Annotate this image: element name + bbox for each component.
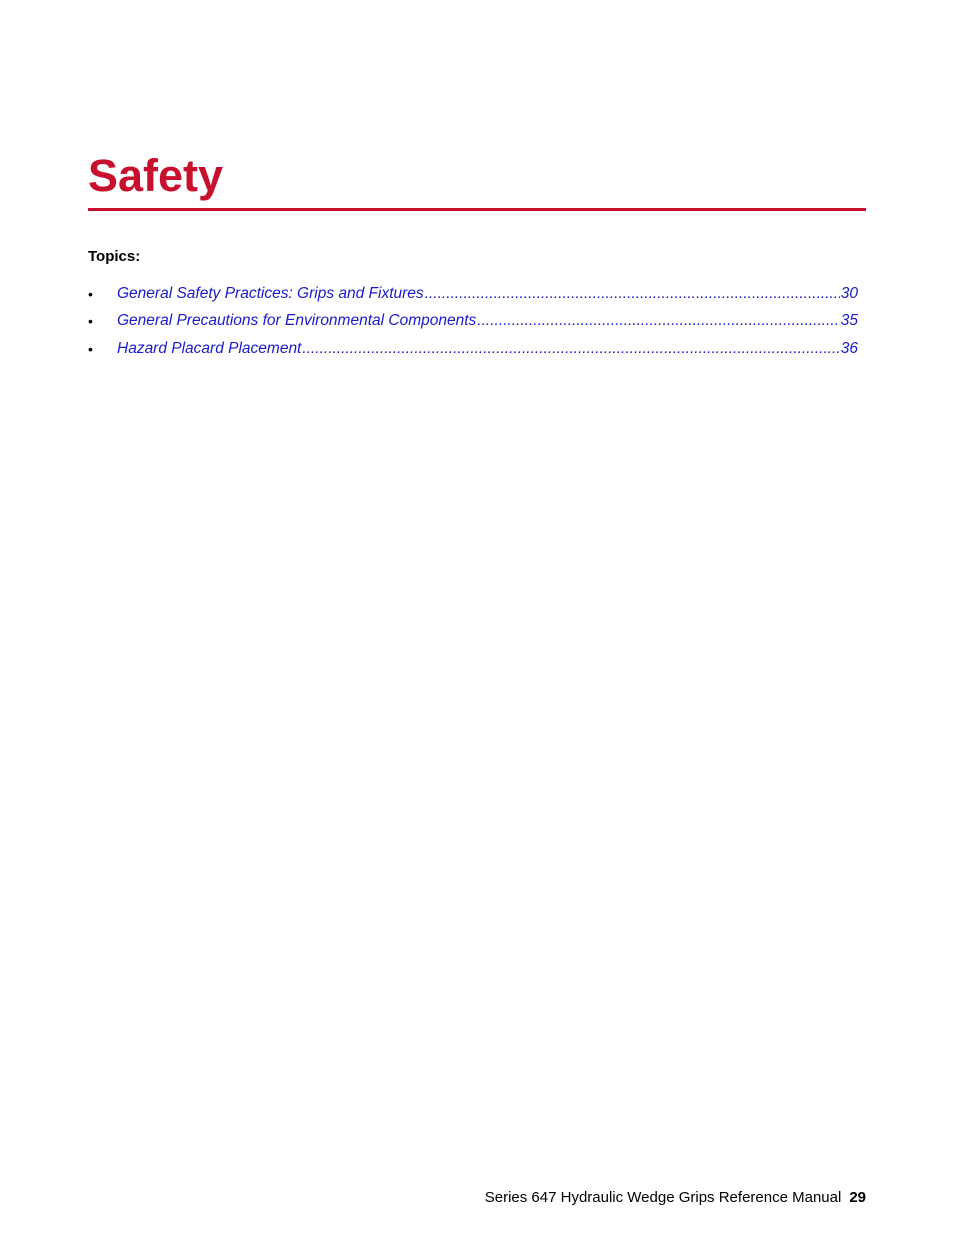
topic-item <box>88 280 858 308</box>
bullet-icon: • <box>88 285 93 302</box>
topic-link-general-precautions[interactable] <box>117 311 858 331</box>
dot-leader <box>477 311 839 331</box>
topic-link-general-safety-practices[interactable] <box>117 284 858 304</box>
footer-page-number: 29 <box>849 1189 866 1206</box>
bullet-icon: • <box>88 340 93 357</box>
topic-item <box>88 308 858 336</box>
dot-leader <box>302 339 839 359</box>
topic-link-hazard-placard-placement[interactable] <box>117 339 858 359</box>
topics-heading: Topics: <box>88 248 141 265</box>
topic-page-number: 35 <box>840 312 858 330</box>
topic-label: Hazard Placard Placement <box>117 339 302 357</box>
topic-page-number: 30 <box>840 284 858 302</box>
page-footer <box>485 1188 866 1208</box>
bullet-icon: • <box>88 313 93 330</box>
topic-label: General Precautions for Environmental Components <box>117 312 477 330</box>
topic-page-number: 36 <box>840 339 858 357</box>
footer-manual-title: Series 647 Hydraulic Wedge Grips Reference Manual <box>484 1189 842 1206</box>
topic-label: General Safety Practices: Grips and Fixtures <box>117 284 424 302</box>
topics-list <box>88 280 858 363</box>
dot-leader <box>425 284 840 304</box>
title-divider <box>88 208 866 211</box>
topic-item <box>88 335 858 363</box>
page-title: Safety <box>88 150 224 201</box>
